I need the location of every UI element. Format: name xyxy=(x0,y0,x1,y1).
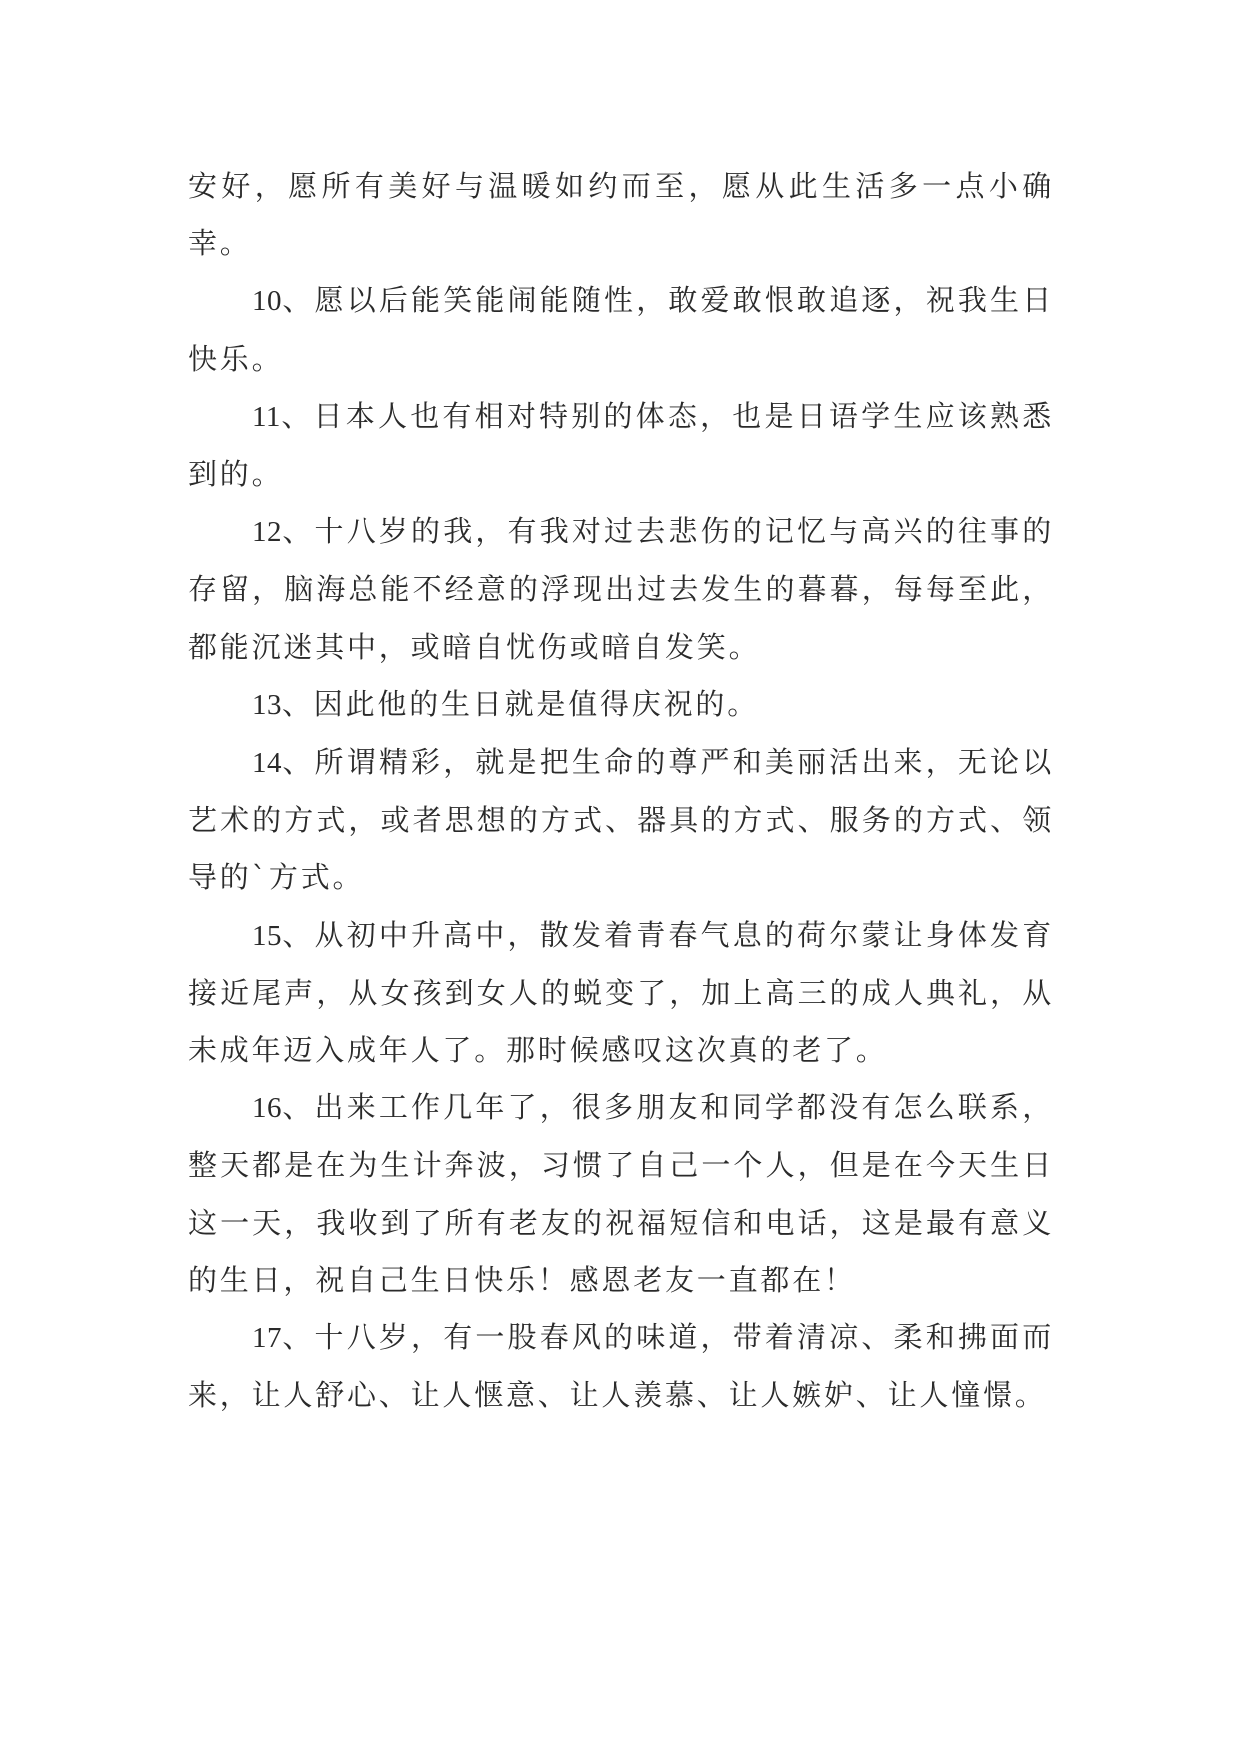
paragraph-text: 、十八岁，有一股春风的味道，带着清凉、柔和拂面而来，让人舒心、让人惬意、让人羡慕、让人嫉妒、让人憧憬。 xyxy=(188,1320,1054,1413)
list-item-16 xyxy=(188,1079,1054,1309)
paragraph-text: 、愿以后能笑能闹能随性，敢爱敢恨敢追逐，祝我生日快乐。 xyxy=(188,283,1054,376)
paragraph-text: 、日本人也有相对特别的体态，也是日语学生应该熟悉到的。 xyxy=(188,398,1054,492)
paragraph-text: 、从初中升高中，散发着青春气息的荷尔蒙让身体发育接近尾声，从女孩到女人的蜕变了，加上高三的成人典礼，从未成年迈入成年人了。那时候感叹这次真的老了。 xyxy=(188,917,1054,1068)
item-number: 11 xyxy=(252,400,281,433)
paragraph-text: 安好，愿所有美好与温暖如约而至，愿从此生活多一点小确幸。 xyxy=(188,169,1054,261)
item-number: 12 xyxy=(252,516,282,549)
list-item-12 xyxy=(188,503,1054,676)
list-item-14 xyxy=(188,734,1054,907)
item-number: 15 xyxy=(252,919,282,952)
paragraph-text: 、出来工作几年了，很多朋友和同学都没有怎么联系，整天都是在为生计奔波，习惯了自己一个人，但是在今天生日这一天，我收到了所有老友的祝福短信和电话，这是最有意义的生日，祝自己生日快乐！感恩老友一直都在！ xyxy=(188,1090,1054,1297)
list-item-10 xyxy=(188,272,1054,387)
list-item-17 xyxy=(188,1309,1054,1424)
item-number: 14 xyxy=(252,747,282,780)
item-number: 16 xyxy=(252,1092,282,1125)
paragraph-text: 、因此他的生日就是值得庆祝的。 xyxy=(282,686,760,721)
list-item-13 xyxy=(188,676,1054,734)
item-number: 10 xyxy=(252,285,282,318)
paragraph-continued xyxy=(188,158,1054,272)
list-item-15 xyxy=(188,907,1054,1080)
list-item-11 xyxy=(188,388,1054,503)
paragraph-text: 、所谓精彩，就是把生命的尊严和美丽活出来，无论以艺术的方式，或者思想的方式、器具的方式、服务的方式、领导的`方式。 xyxy=(188,745,1054,895)
document-body xyxy=(188,158,1054,1424)
item-number: 13 xyxy=(252,688,282,721)
item-number: 17 xyxy=(252,1322,282,1355)
paragraph-text: 、十八岁的我，有我对过去悲伤的记忆与高兴的往事的存留，脑海总能不经意的浮现出过去发生的暮暮，每每至此，都能沉迷其中，或暗自忧伤或暗自发笑。 xyxy=(188,514,1054,664)
